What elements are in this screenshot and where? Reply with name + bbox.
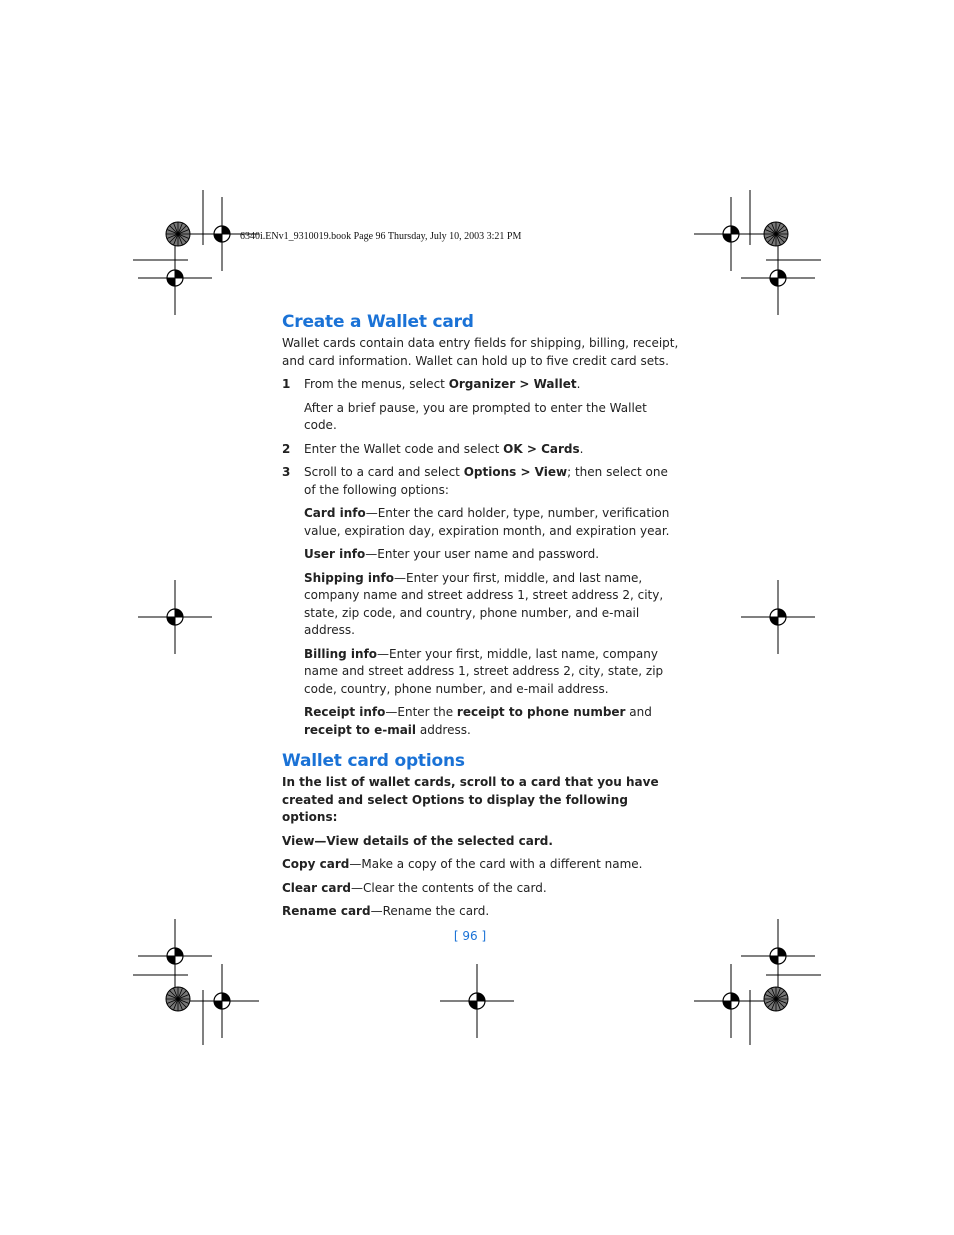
registration-mark bbox=[440, 964, 514, 1038]
section-wallet-card-options bbox=[282, 749, 682, 921]
intro-paragraph: Wallet cards contain data entry fields for shipping, billing, receipt, and card information. Wallet can hold up to five credit card sets. bbox=[282, 336, 679, 368]
menu-path: OK > Cards bbox=[503, 441, 580, 456]
menu-path: Options > View bbox=[463, 465, 568, 479]
registration-mark bbox=[694, 964, 768, 1038]
starburst-mark bbox=[764, 222, 788, 246]
step-text: ; then select one of the following options: bbox=[304, 465, 668, 497]
option-term: Copy card bbox=[282, 857, 350, 871]
step-number: 2 bbox=[282, 441, 291, 456]
option-copy-card bbox=[282, 856, 682, 874]
option-rename-card bbox=[282, 903, 682, 921]
section2-intro-text: In the list of wallet cards, scroll to a card that you have created and select Options to display the following options: bbox=[282, 775, 659, 824]
option-view bbox=[282, 833, 682, 851]
starburst-mark bbox=[166, 222, 190, 246]
section2-intro bbox=[282, 774, 682, 827]
registration-mark bbox=[138, 241, 212, 315]
registration-mark bbox=[694, 197, 768, 271]
option-description: and bbox=[625, 705, 652, 719]
step-2 bbox=[282, 441, 682, 459]
starburst-mark bbox=[166, 987, 190, 1011]
option-description: —Enter your first, middle, last name, company name and street address 1, street address 2, city, state, zip code, country, phone number, and e-mail address. bbox=[304, 646, 664, 696]
step-1-note: After a brief pause, you are prompted to enter the Wallet code. bbox=[304, 400, 647, 432]
step-text: . bbox=[576, 377, 581, 391]
page-number: [ 96 ] bbox=[453, 929, 487, 943]
file-stamp: 6340i.ENv1_9310019.book Page 96 Thursday, July 10, 2003 3:21 PM bbox=[240, 231, 522, 242]
step-text: . bbox=[579, 441, 584, 456]
option-term: User info bbox=[304, 547, 366, 561]
option-description: —Make a copy of the card with a different name. bbox=[349, 857, 643, 871]
page-content bbox=[282, 310, 682, 927]
option-user-info bbox=[282, 546, 682, 564]
menu-path: Organizer > Wallet bbox=[448, 377, 577, 391]
option-receipt-info bbox=[282, 704, 682, 739]
registration-mark bbox=[741, 241, 815, 315]
step-text: From the menus, select bbox=[304, 377, 449, 391]
option-term: Clear card bbox=[282, 880, 351, 895]
registration-mark bbox=[185, 964, 259, 1038]
option-shipping-info bbox=[282, 570, 682, 640]
registration-mark bbox=[138, 580, 212, 654]
step-number: 3 bbox=[282, 465, 291, 479]
option-term: Billing info bbox=[304, 646, 378, 661]
option-term: Card info bbox=[304, 506, 366, 520]
option-term: Rename card bbox=[282, 904, 371, 918]
step-3 bbox=[282, 464, 682, 499]
step-text: Enter the Wallet code and select bbox=[304, 441, 504, 456]
step-text: Scroll to a card and select bbox=[304, 465, 464, 479]
option-billing-info bbox=[282, 646, 682, 699]
step-number: 1 bbox=[282, 377, 291, 391]
step-1 bbox=[282, 376, 682, 394]
option-description: —Enter the card holder, type, number, verification value, expiration day, expiration month, and expiration year. bbox=[304, 506, 670, 538]
option-description: —Enter the bbox=[385, 705, 457, 719]
option-description: —Clear the contents of the card. bbox=[350, 880, 547, 895]
option-view-text: View—View details of the selected card. bbox=[282, 833, 553, 848]
option-description: address. bbox=[416, 722, 471, 737]
section-title-create-wallet-card: Create a Wallet card bbox=[282, 312, 474, 332]
option-description: —Enter your first, middle, and last name, company name and street address 1, street address 2, city, state, zip code, and country, phone number, and e-mail address. bbox=[304, 570, 664, 637]
option-clear-card bbox=[282, 880, 682, 898]
section-title-wallet-card-options: Wallet card options bbox=[282, 751, 465, 771]
registration-mark bbox=[741, 580, 815, 654]
option-term: Receipt info bbox=[304, 705, 386, 719]
starburst-mark bbox=[764, 987, 788, 1011]
option-field: receipt to e-mail bbox=[304, 722, 417, 737]
option-field: receipt to phone number bbox=[456, 705, 626, 719]
option-card-info bbox=[282, 505, 682, 540]
option-description: —Enter your user name and password. bbox=[365, 547, 600, 561]
option-term: Shipping info bbox=[304, 570, 395, 585]
option-description: —Rename the card. bbox=[370, 904, 490, 918]
